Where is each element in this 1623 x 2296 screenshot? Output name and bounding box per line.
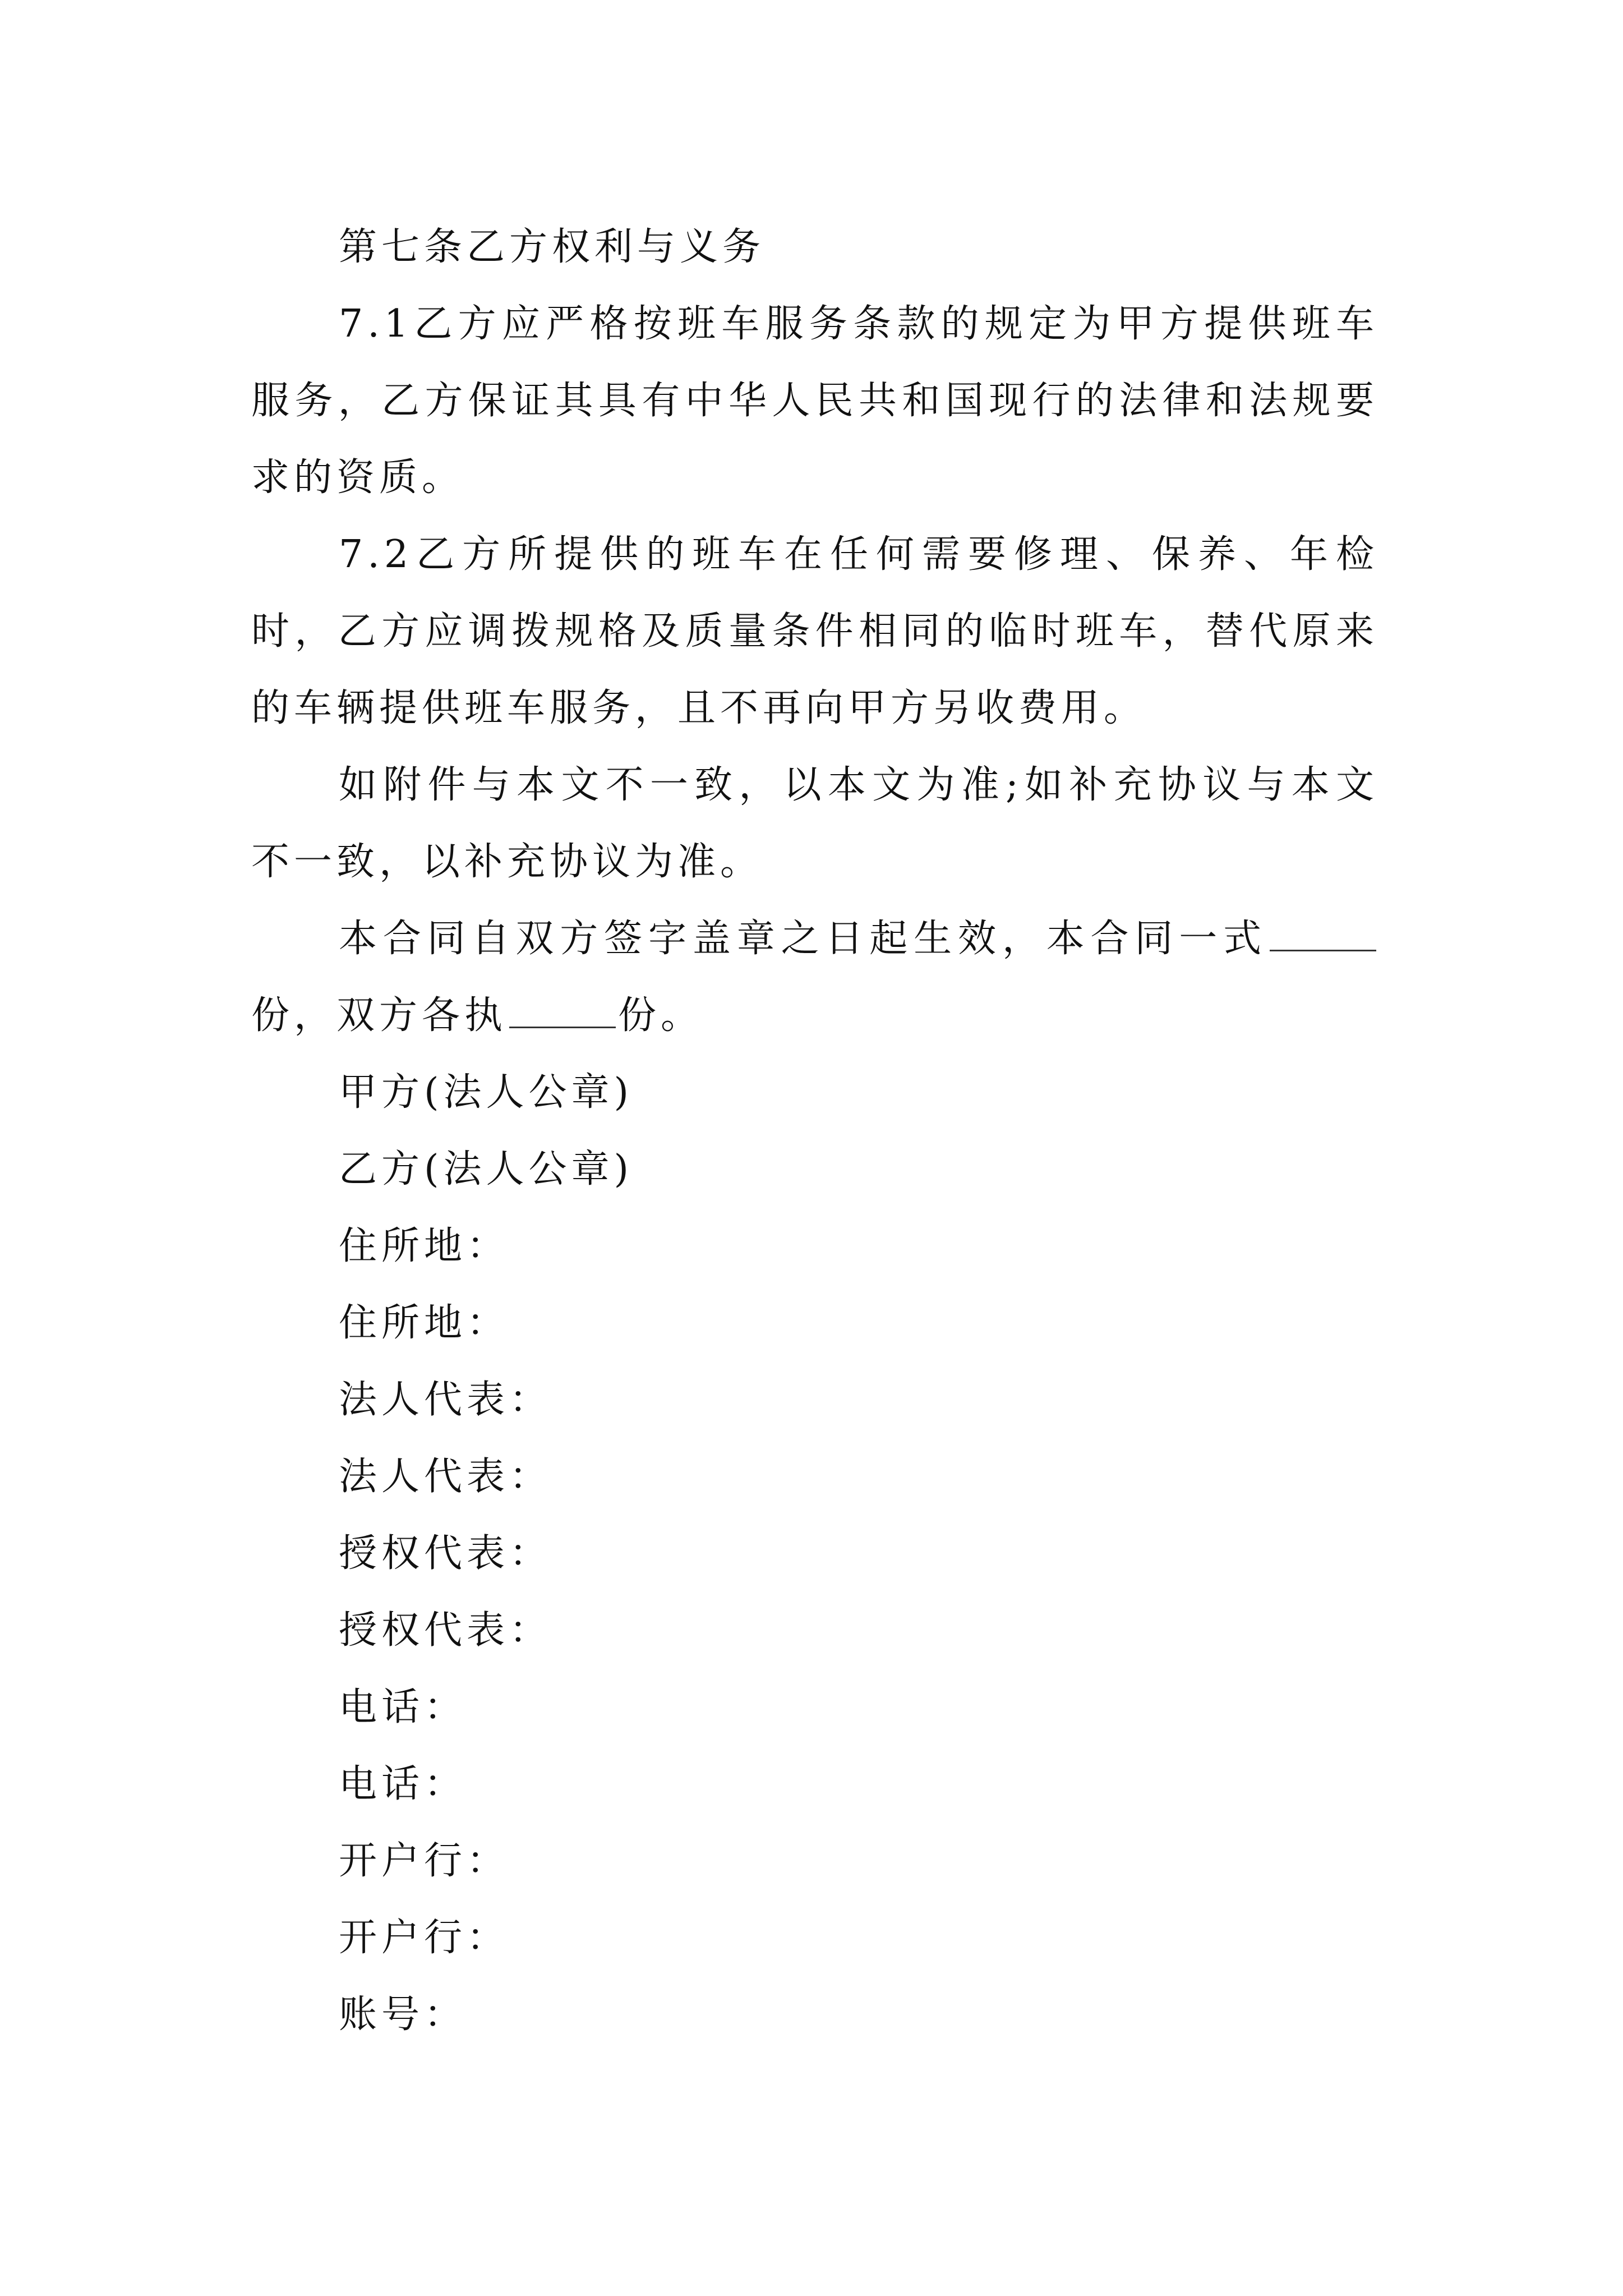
party-b-authorized-rep-line: 授权代表： (339, 1608, 552, 1653)
appendix-precedence-paragraph: 如附件与本文不一致，以本文为准;如补充协议与本文不一致，以补充协议为准。 (251, 763, 1378, 884)
effectiveness-text-2: 份，双方各执 (251, 993, 508, 1038)
party-a-legal-rep-line: 法人代表： (339, 1378, 552, 1422)
party-a-bank-line: 开户行： (339, 1839, 510, 1883)
effectiveness-text-3: 份。 (618, 993, 704, 1038)
party-a-seal-line: 甲方(法人公章) (339, 1070, 634, 1115)
clause-7-2: 7.2乙方所提供的班车在任何需要修理、保养、年检时，乙方应调拨规格及质量条件相同的临时班车，替代原来的车辆提供班车服务，且不再向甲方另收费用。 (251, 532, 1378, 730)
party-a-address-line: 住所地： (339, 1224, 510, 1268)
copies-total-blank (1270, 916, 1376, 951)
clause-7-1: 7.1乙方应严格按班车服务条款的规定为甲方提供班车服务，乙方保证其具有中华人民共和国现行的法律和法规要求的资质。 (251, 302, 1378, 500)
party-a-authorized-rep-line: 授权代表： (339, 1531, 552, 1576)
party-b-seal-line: 乙方(法人公章) (339, 1147, 634, 1191)
party-b-address-line: 住所地： (339, 1301, 510, 1345)
article-heading: 第七条乙方权利与义务 (339, 225, 766, 269)
effectiveness-text-1: 本合同自双方签字盖章之日起生效，本合同一式 (339, 917, 1267, 961)
party-b-legal-rep-line: 法人代表： (339, 1455, 552, 1499)
party-b-phone-line: 电话： (339, 1762, 467, 1806)
party-b-bank-line: 开户行： (339, 1916, 510, 1960)
effectiveness-paragraph (251, 900, 1378, 1054)
account-number-line: 账号： (339, 1993, 467, 2037)
copies-each-blank (509, 993, 616, 1028)
document-body (251, 209, 1378, 2053)
party-a-phone-line: 电话： (339, 1685, 467, 1729)
